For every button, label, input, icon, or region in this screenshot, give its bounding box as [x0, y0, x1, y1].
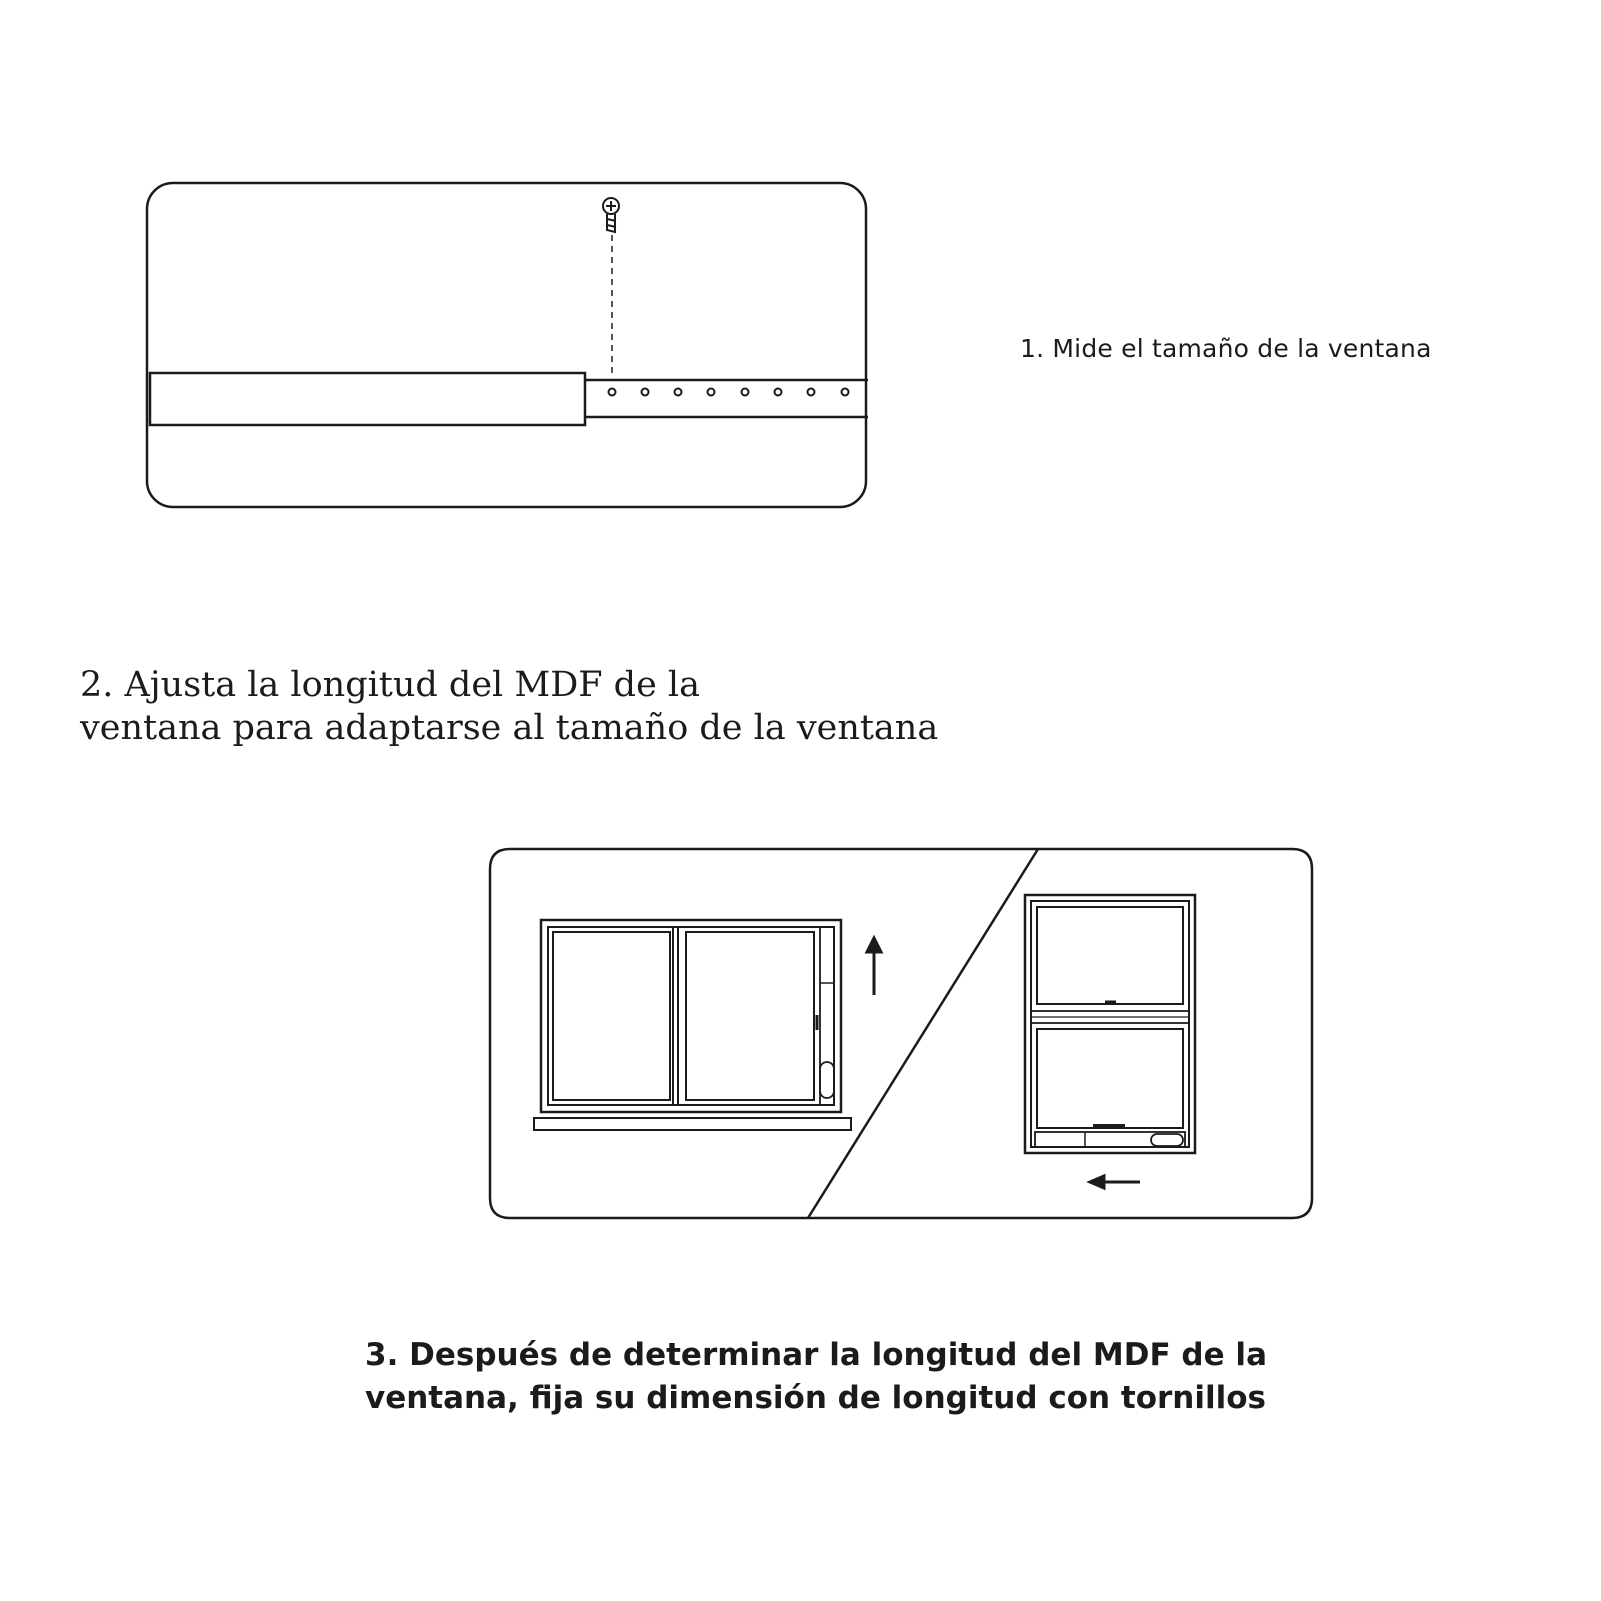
step-3-line-1: 3. Después de determinar la longitud del MDF de la [365, 1337, 1267, 1373]
mdf-holes [609, 389, 849, 396]
step-2-caption [80, 664, 938, 750]
panel-divider [808, 849, 1038, 1218]
window-kit-panel [820, 927, 834, 1105]
mdf-panel-frame [147, 183, 866, 507]
mdf-hole [742, 389, 749, 396]
hung-window-frame [1025, 895, 1195, 1153]
step-1-caption: 1. Mide el tamaño de la ventana [1020, 334, 1432, 363]
mdf-hole [675, 389, 682, 396]
sliding-window [534, 920, 851, 1130]
step-3-caption [365, 1334, 1267, 1420]
mdf-inner-board [150, 373, 585, 425]
step-2-line-2: ventana para adaptarse al tamaño de la ventana [80, 708, 939, 748]
mdf-hole [842, 389, 849, 396]
sliding-window-frame [541, 920, 841, 1112]
step-2-line-1: 2. Ajusta la longitud del MDF de la [80, 665, 700, 705]
window-panel [490, 849, 1312, 1218]
mdf-hole [775, 389, 782, 396]
arrow-up-icon [867, 938, 881, 995]
hose-port-horizontal [1151, 1134, 1183, 1146]
mdf-hole [808, 389, 815, 396]
sliding-window-sash-left [553, 932, 670, 1100]
hose-port [820, 1062, 834, 1098]
screw-icon [603, 198, 619, 232]
mdf-hole [609, 389, 616, 396]
window-panel-left-frame [490, 849, 1038, 1218]
hung-window [1025, 895, 1195, 1153]
arrow-left-icon [1090, 1176, 1140, 1188]
sliding-window-sash-right [686, 932, 814, 1100]
hung-window-upper-sash [1037, 907, 1183, 1004]
mdf-panel [147, 183, 868, 507]
hung-window-lower-sash [1037, 1029, 1183, 1128]
window-sill [534, 1118, 851, 1130]
mdf-hole [642, 389, 649, 396]
window-panel-right-frame [808, 849, 1312, 1218]
mdf-hole [708, 389, 715, 396]
step-3-line-2: ventana, fija su dimensión de longitud con tornillos [365, 1380, 1266, 1416]
